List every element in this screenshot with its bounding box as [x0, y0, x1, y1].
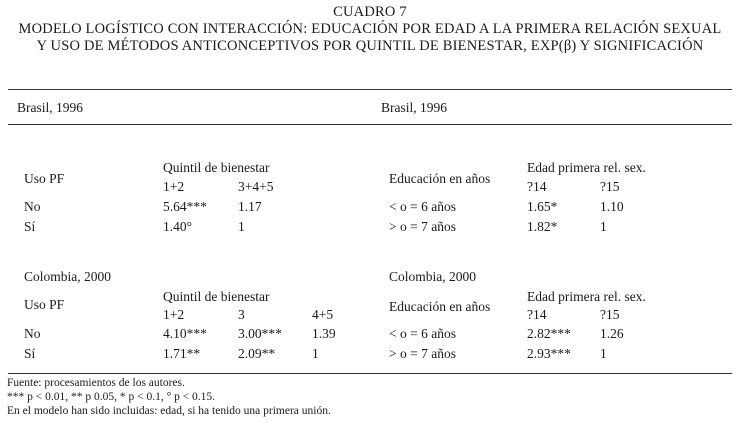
column-header: ?14	[527, 179, 547, 194]
column-header: ?15	[600, 307, 620, 322]
table-cell: 1	[600, 346, 607, 361]
group-header: Edad primera rel. sex.	[527, 289, 646, 304]
group-header: Quintil de bienestar	[163, 160, 270, 175]
row-label: Sí	[24, 346, 36, 361]
table-cell: 2.93***	[527, 346, 571, 361]
column-header: ?14	[527, 307, 547, 322]
table-cell: 2.09**	[238, 346, 276, 361]
row-label: < o = 6 años	[389, 199, 456, 214]
country-label-colombia-left: Colombia, 2000	[24, 269, 111, 284]
header-rule	[8, 124, 732, 125]
group-header: Quintil de bienestar	[163, 289, 270, 304]
row-label: No	[24, 199, 41, 214]
column-header: 1+2	[163, 179, 185, 194]
footnote-significance: *** p < 0.01, ** p 0.05, * p < 0.1, ° p < 0.15.	[7, 391, 216, 403]
table-cell: 3.00***	[238, 326, 282, 341]
row-label: > o = 7 años	[389, 219, 456, 234]
column-header: 3+4+5	[238, 179, 274, 194]
group-header: Edad primera rel. sex.	[527, 160, 646, 175]
country-label-brasil-left: Brasil, 1996	[17, 100, 83, 115]
row-header: Uso PF	[24, 297, 65, 312]
footnote-model: En el modelo han sido incluidas: edad, si ha tenido una primera unión.	[7, 405, 331, 417]
table-cell: 2.82***	[527, 326, 571, 341]
table-cell: 1.39	[312, 326, 336, 341]
table-cell: 1.10	[600, 199, 624, 214]
table-number: CUADRO 7	[333, 4, 407, 20]
top-rule	[8, 89, 732, 90]
row-label: No	[24, 326, 41, 341]
country-label-brasil-right: Brasil, 1996	[381, 100, 447, 115]
table-cell: 1.17	[238, 199, 262, 214]
table-cell: 1.71**	[163, 346, 201, 361]
bottom-rule	[8, 373, 732, 374]
table-cell: 1.40°	[163, 219, 193, 234]
table-cell: 4.10***	[163, 326, 207, 341]
table-cell: 1	[312, 346, 319, 361]
table-cell: 1	[600, 219, 607, 234]
row-label: > o = 7 años	[389, 346, 456, 361]
footnote-source: Fuente: procesamientos de los autores.	[7, 377, 185, 389]
table-cell: 1.65*	[527, 199, 558, 214]
row-label: Sí	[24, 219, 36, 234]
country-label-colombia-right: Colombia, 2000	[389, 269, 476, 284]
table-title-line-2: Y USO DE MÉTODOS ANTICONCEPTIVOS POR QUINTIL DE BIENESTAR, EXP(β) Y SIGNIFICACIÓN	[36, 38, 704, 54]
column-header: 1+2	[163, 307, 185, 322]
table-cell: 1.26	[600, 326, 624, 341]
row-header: Educación en años	[389, 171, 491, 186]
row-header: Educación en años	[389, 299, 491, 314]
column-header: 4+5	[312, 307, 334, 322]
table-cell: 1	[238, 219, 245, 234]
row-label: < o = 6 años	[389, 326, 456, 341]
row-header: Uso PF	[24, 171, 65, 186]
table-cell: 5.64***	[163, 199, 207, 214]
column-header: 3	[238, 307, 245, 322]
column-header: ?15	[600, 179, 620, 194]
table-cell: 1.82*	[527, 219, 558, 234]
table-title-line-1: MODELO LOGÍSTICO CON INTERACCIÓN: EDUCACIÓN POR EDAD A LA PRIMERA RELACIÓN SEXUAL	[18, 21, 722, 37]
